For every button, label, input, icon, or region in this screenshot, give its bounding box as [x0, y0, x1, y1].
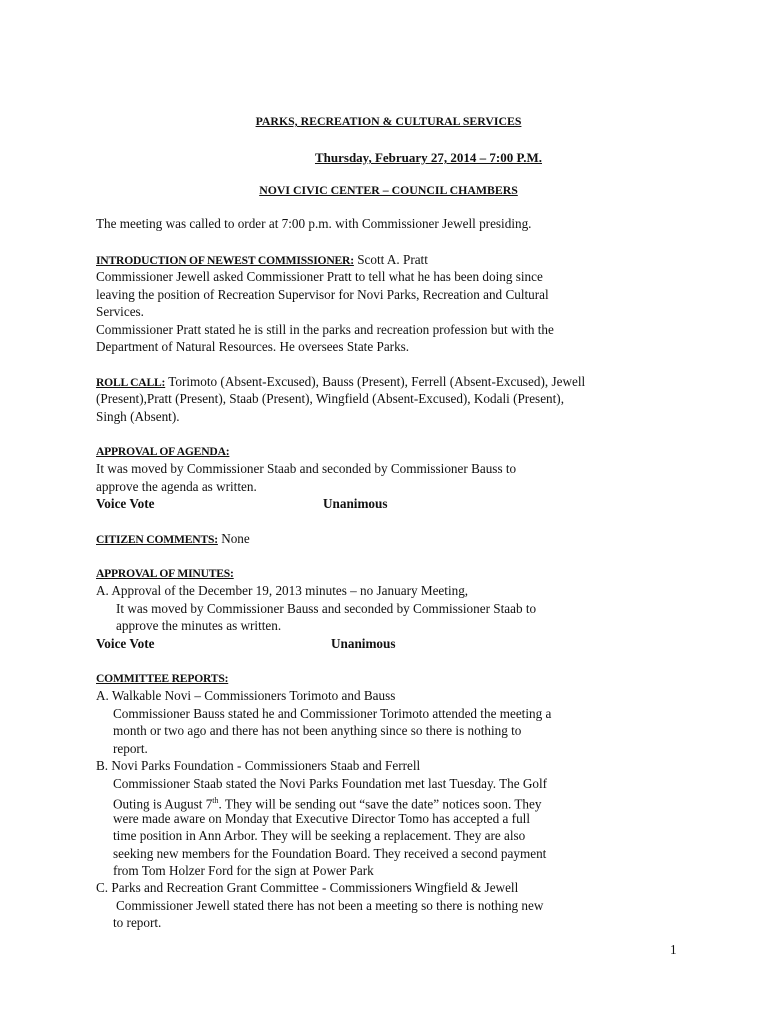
committee-b-title: B. Novi Parks Foundation - Commissioners Staab and Ferrell [96, 758, 421, 773]
intro-line: Commissioner Jewell asked Commissioner Pratt to tell what he has been doing since [96, 269, 543, 284]
agenda-heading: APPROVAL OF AGENDA: [96, 445, 230, 458]
roll-call-first-line [96, 373, 585, 392]
opening-statement: The meeting was called to order at 7:00 p.m. with Commissioner Jewell presiding. [96, 216, 532, 231]
committee-b-line: seeking new members for the Foundation Board. They received a second payment [113, 846, 547, 861]
header-org: PARKS, RECREATION & CULTURAL SERVICES [255, 114, 522, 128]
roll-call-line: (Present),Pratt (Present), Staab (Present), Wingfield (Absent-Excused), Kodali (Present), [96, 391, 564, 406]
committee-c-line: to report. [113, 915, 162, 930]
page-number: 1 [670, 942, 677, 957]
minutes-line: approve the minutes as written. [116, 618, 282, 633]
minutes-vote-result: Unanimous [331, 636, 396, 651]
intro-line: Commissioner Pratt stated he is still in the parks and recreation profession but with the [96, 322, 554, 337]
agenda-vote-label: Voice Vote [96, 496, 155, 511]
intro-section-title [96, 251, 428, 270]
citizen-text: None [217, 531, 250, 546]
committee-b-line: Commissioner Staab stated the Novi Parks Foundation met last Tuesday. The Golf [113, 776, 548, 791]
roll-call-line: Torimoto (Absent-Excused), Bauss (Present), Ferrell (Absent-Excused), Jewell [165, 374, 586, 389]
committee-a-line: report. [113, 741, 148, 756]
agenda-line: approve the agenda as written. [96, 479, 257, 494]
committee-c-line: Commissioner Jewell stated there has not been a meeting so there is nothing new [116, 898, 544, 913]
intro-line: Department of Natural Resources. He oversees State Parks. [96, 339, 410, 354]
committee-a-line: month or two ago and there has not been anything since so there is nothing to [113, 723, 522, 738]
header-location: NOVI CIVIC CENTER – COUNCIL CHAMBERS [259, 183, 518, 197]
intro-name: Scott A. Pratt [353, 252, 428, 267]
intro-heading: INTRODUCTION OF NEWEST COMMISSIONER: [96, 254, 354, 267]
ordinal-suffix: th [212, 796, 219, 805]
committee-b-text: Outing is August 7 [113, 796, 213, 812]
intro-line: leaving the position of Recreation Supervisor for Novi Parks, Recreation and Cultural [96, 287, 549, 302]
roll-call-heading: ROLL CALL: [96, 376, 166, 389]
intro-line: Services. [96, 304, 144, 319]
committee-a-title: A. Walkable Novi – Commissioners Torimoto and Bauss [96, 688, 396, 703]
roll-call-line: Singh (Absent). [96, 409, 180, 424]
minutes-item: A. Approval of the December 19, 2013 minutes – no January Meeting, [96, 583, 469, 598]
header-date: Thursday, February 27, 2014 – 7:00 P.M. [314, 150, 543, 165]
committee-c-title: C. Parks and Recreation Grant Committee - Commissioners Wingfield & Jewell [96, 880, 519, 895]
committee-heading: COMMITTEE REPORTS: [96, 672, 229, 685]
committee-b-line: were made aware on Monday that Executive Director Tomo has accepted a full [113, 811, 530, 826]
citizen-comments [96, 530, 250, 549]
citizen-heading: CITIZEN COMMENTS: [96, 533, 218, 546]
committee-b-line: time position in Ann Arbor. They will be seeking a replacement. They are also [113, 828, 526, 843]
minutes-vote-label: Voice Vote [96, 636, 155, 651]
agenda-line: It was moved by Commissioner Staab and seconded by Commissioner Bauss to [96, 461, 517, 476]
committee-b-text: . They will be sending out “save the date” notices soon. They [218, 796, 542, 812]
minutes-heading: APPROVAL OF MINUTES: [96, 567, 234, 580]
minutes-line: It was moved by Commissioner Bauss and seconded by Commissioner Staab to [116, 601, 537, 616]
committee-a-line: Commissioner Bauss stated he and Commissioner Torimoto attended the meeting a [113, 706, 552, 721]
agenda-vote-result: Unanimous [323, 496, 388, 511]
committee-b-line: from Tom Holzer Ford for the sign at Power Park [113, 863, 374, 878]
